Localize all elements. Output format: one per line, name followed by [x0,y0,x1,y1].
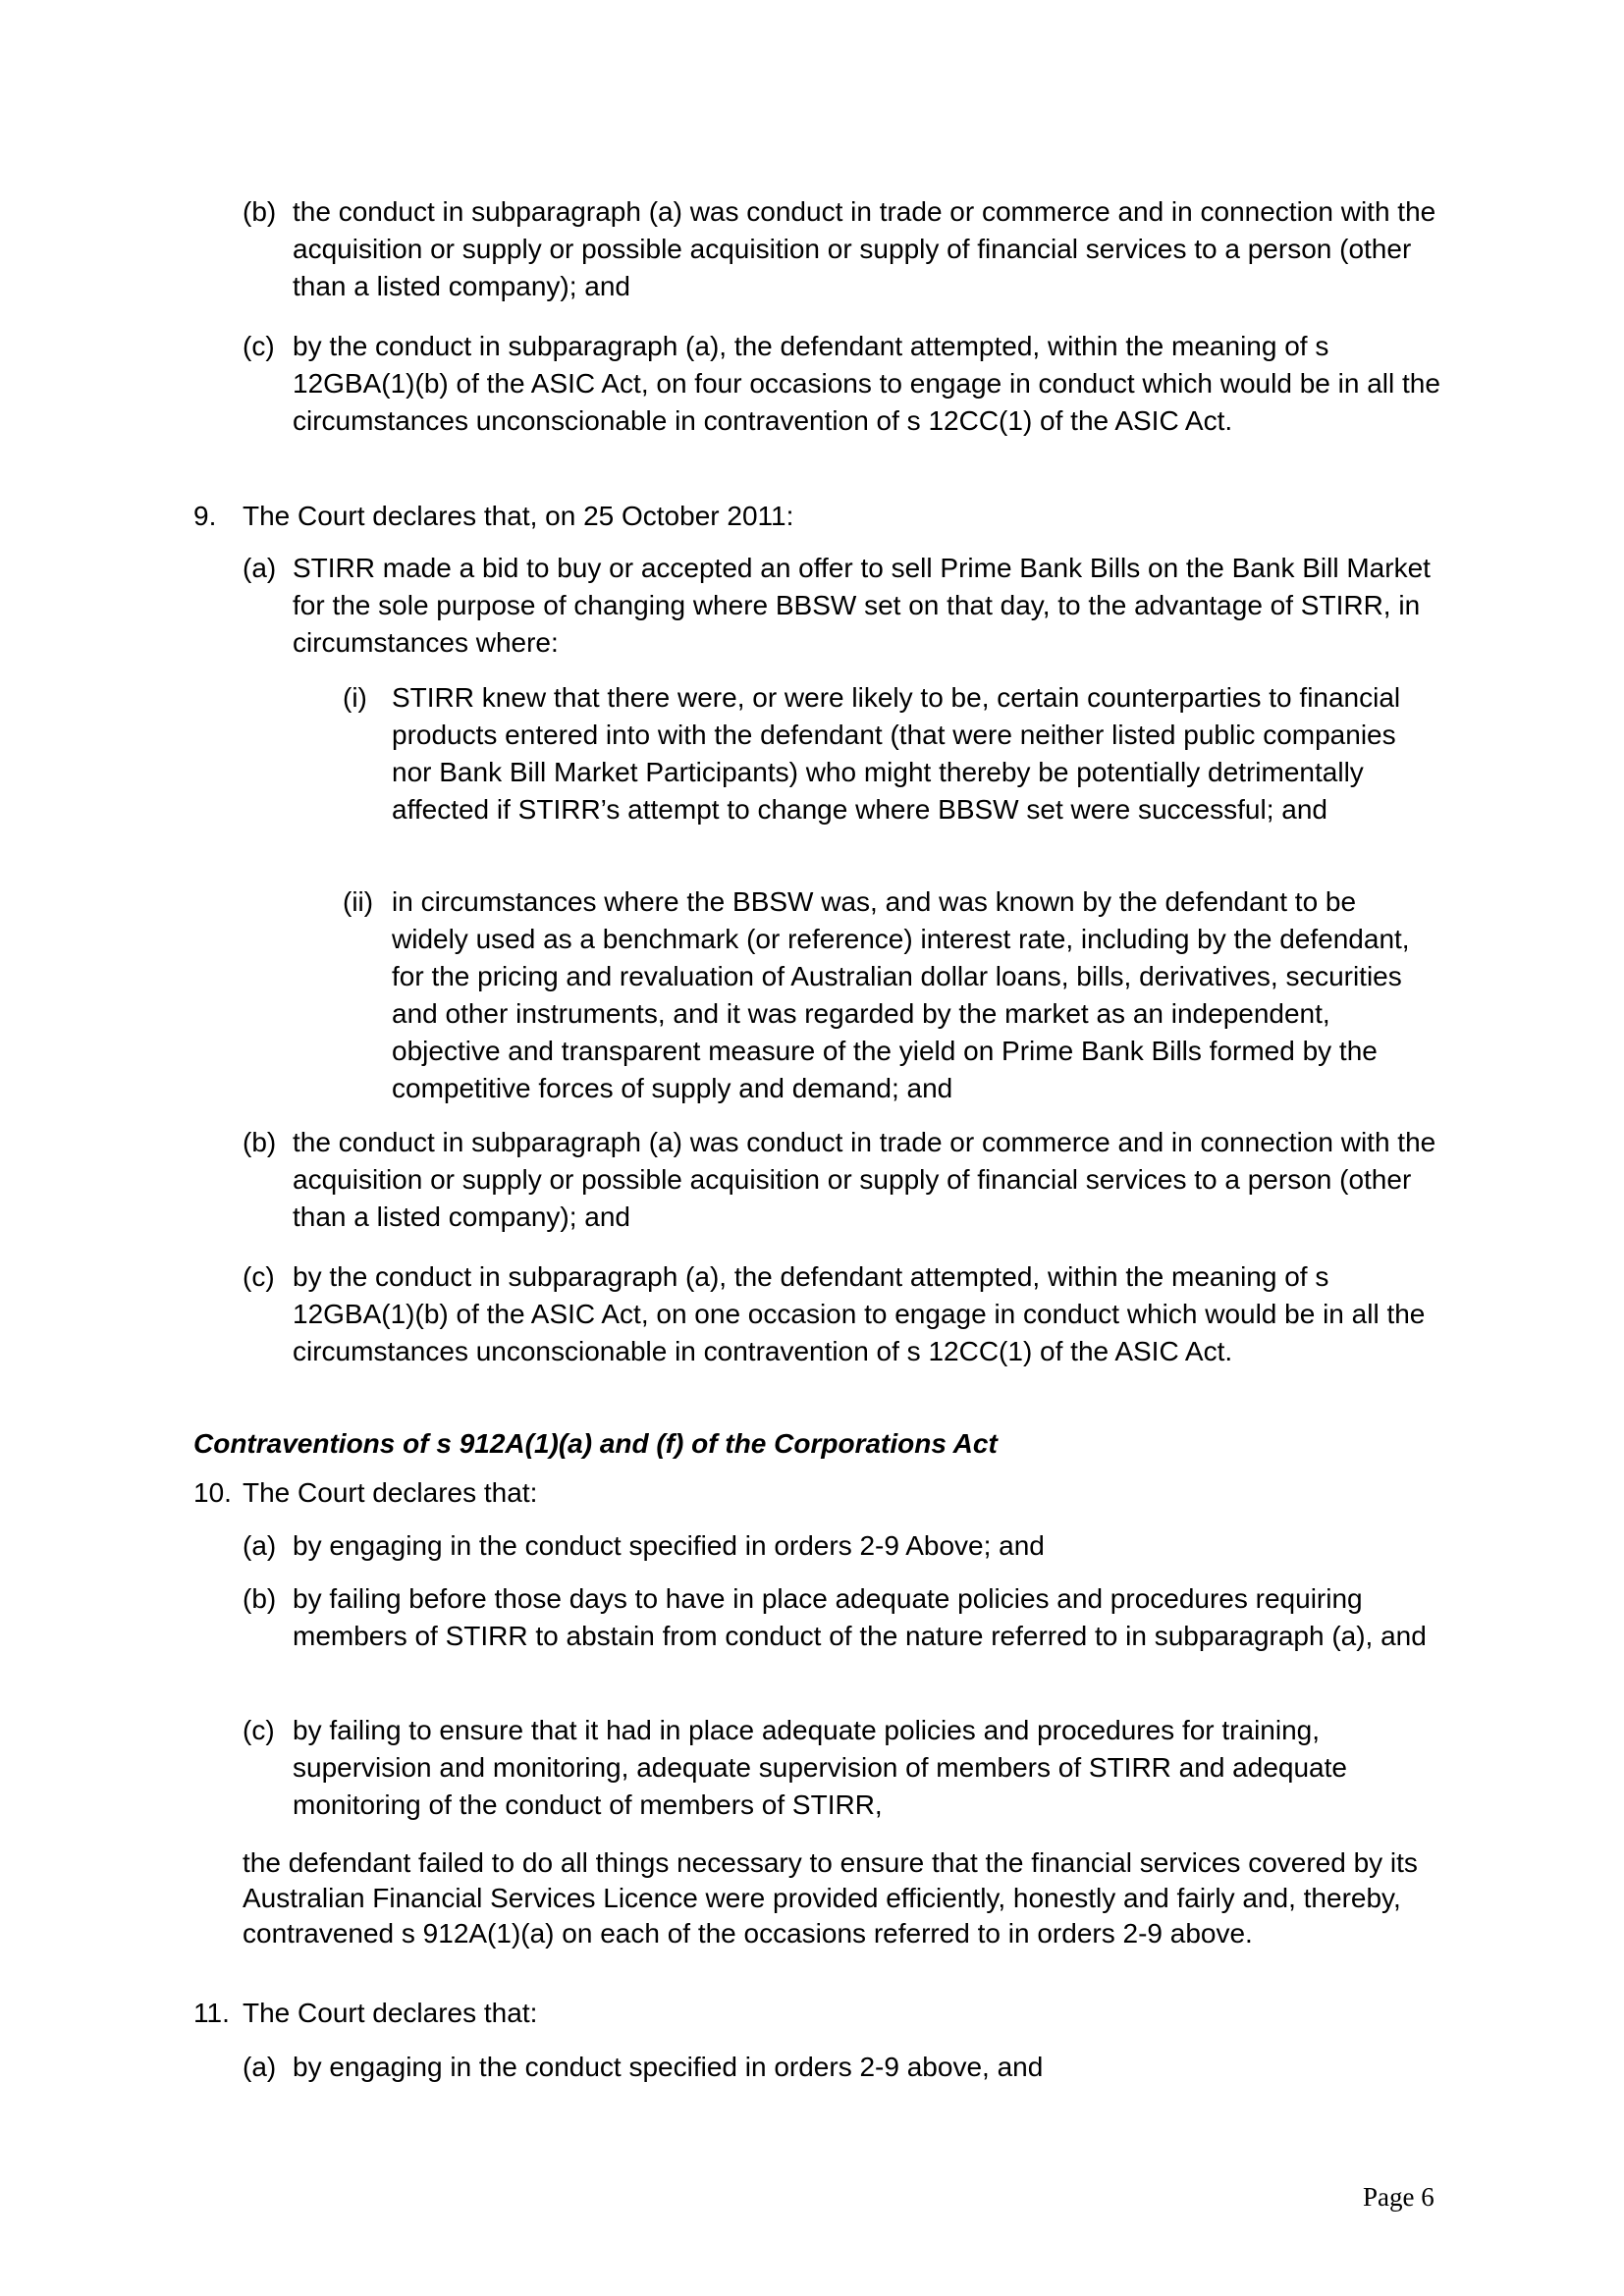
item-label: (b) [243,196,277,227]
subparagraph-b-text: the conduct in subparagraph (a) was conduct in trade or commerce and in connection with the acquisition or supply or possible acquisition or supply of financial services to a person (other than a listed company); and [293,1127,1436,1232]
paragraph-number: 11. [193,1998,230,2028]
subparagraph-a-text: by engaging in the conduct specified in orders 2-9 above, and [293,2052,1044,2082]
item-label: (i) [343,682,367,713]
subparagraph-c-text: by the conduct in subparagraph (a), the defendant attempted, within the meaning of s 12GBA(1)(b) of the ASIC Act, on four occasions to engage in conduct which would be in all the circumstances unconscionable in contravention of s 12CC(1) of the ASIC Act. [293,331,1440,436]
item-label: (c) [243,331,275,361]
subparagraph-c-text: by the conduct in subparagraph (a), the defendant attempted, within the meaning of s 12GBA(1)(b) of the ASIC Act, on one occasion to engage in conduct which would be in all the circumstances unconscionable in contravention of s 12CC(1) of the ASIC Act. [293,1261,1426,1366]
subparagraph-b-text: the conduct in subparagraph (a) was conduct in trade or commerce and in connection with the acquisition or supply or possible acquisition or supply of financial services to a person (other than a listed company); and [293,196,1436,301]
paragraph-number: 9. [193,501,217,531]
item-label: (c) [243,1261,275,1292]
item-label: (a) [243,2052,277,2082]
paragraph-10-text: The Court declares that: [243,1477,538,1508]
section-heading: Contraventions of s 912A(1)(a) and (f) of the Corporations Act [193,1428,998,1459]
paragraph-11-text: The Court declares that: [243,1998,538,2028]
subsubparagraph-ii-text: in circumstances where the BBSW was, and was known by the defendant to be widely used as a benchmark (or reference) interest rate, including by the defendant, for the pricing and revaluation of Australian dollar loans, bills, derivatives, securities and other instruments, and it was regarded by the market as an independent, objective and transparent measure of the yield on Prime Bank Bills formed by the competitive forces of supply and demand; and [392,886,1410,1103]
page-number: Page 6 [1363,2182,1435,2212]
item-label: (c) [243,1715,275,1745]
subparagraph-b-text: by failing before those days to have in place adequate policies and procedures requiring members of STIRR to abstain from conduct of the nature referred to in subparagraph (a), and [293,1583,1427,1651]
paragraph-9-text: The Court declares that, on 25 October 2011: [243,501,794,531]
paragraph-10-conclusion: the defendant failed to do all things necessary to ensure that the financial services covered by its Australian Financial Services Licence were provided efficiently, honestly and fairly and, thereby, contravened s 912A(1)(a) on each of the occasions referred to in orders 2-9 above. [243,1847,1418,1949]
item-label: (ii) [343,886,374,917]
item-label: (b) [243,1127,277,1157]
subparagraph-c-text: by failing to ensure that it had in place adequate policies and procedures for training, supervision and monitoring, adequate supervision of members of STIRR and adequate monitoring of the conduct of members of STIRR, [293,1715,1347,1820]
subparagraph-a-text: STIRR made a bid to buy or accepted an offer to sell Prime Bank Bills on the Bank Bill Market for the sole purpose of changing where BBSW set on that day, to the advantage of STIRR, in circumstances where: [293,553,1431,658]
subsubparagraph-i-text: STIRR knew that there were, or were likely to be, certain counterparties to financial products entered into with the defendant (that were neither listed public companies nor Bank Bill Market Participants) who might thereby be potentially detrimentally affected if STIRR’s attempt to change where BBSW set were successful; and [392,682,1401,825]
item-label: (a) [243,553,277,583]
paragraph-number: 10. [193,1477,232,1508]
item-label: (b) [243,1583,277,1614]
subparagraph-a-text: by engaging in the conduct specified in orders 2-9 Above; and [293,1530,1045,1561]
item-label: (a) [243,1530,277,1561]
